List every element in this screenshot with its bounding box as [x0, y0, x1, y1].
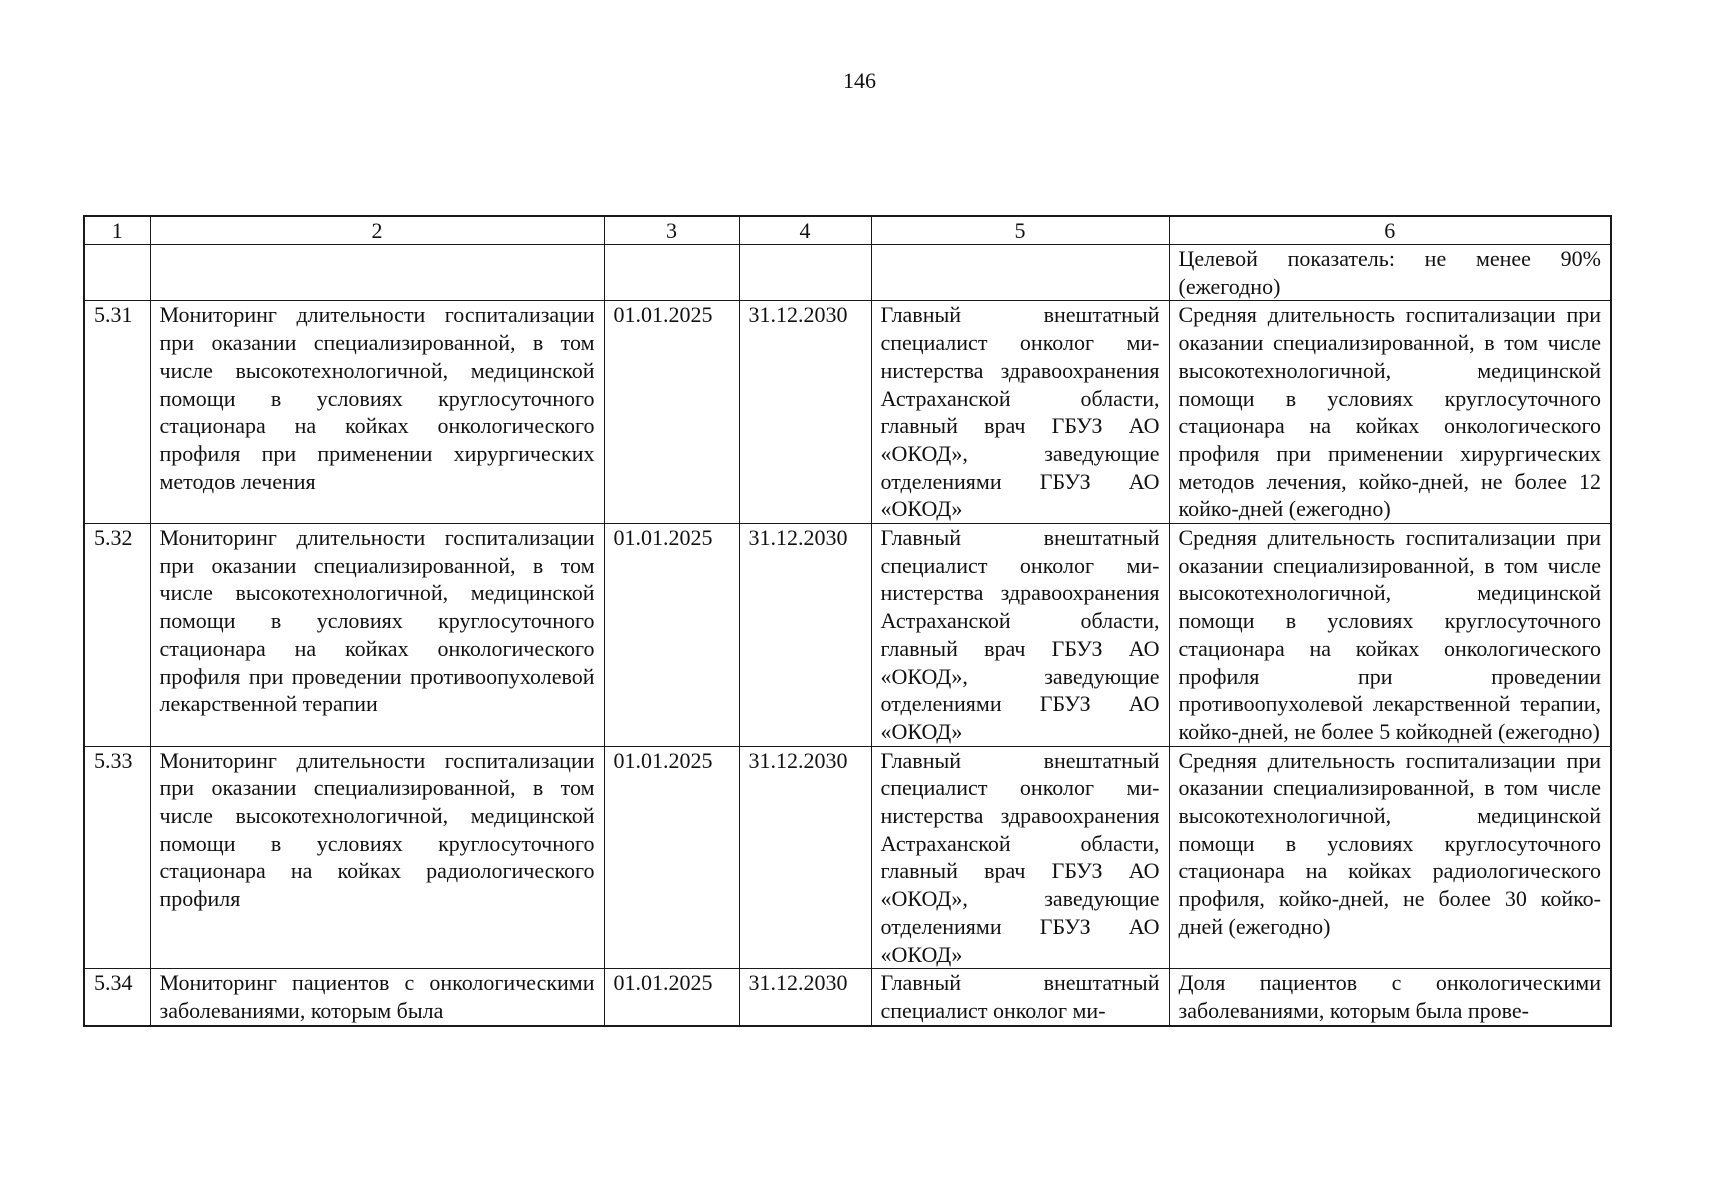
cell-end-date: 31.12.2030 — [739, 301, 871, 524]
cell-start-date: 01.01.2025 — [604, 524, 739, 747]
cell-activity: Мониторинг пациентов с онкологическими заболеваниями, которым была — [150, 969, 604, 1026]
cell-end-date: 31.12.2030 — [739, 524, 871, 747]
table-row — [84, 524, 1611, 747]
column-header: 1 — [84, 216, 150, 245]
cell-number: 5.32 — [84, 524, 150, 747]
cell-responsible: Главный внештатный специалист онколог министерства здравоохранения Астраханской области, главный врач ГБУЗ АО «ОКОД», заведующие отделениями ГБУЗ АО «ОКОД» — [871, 524, 1169, 747]
cell-activity: Мониторинг длительности госпитализации при оказании специализированной, в том числе высокотехнологичной, медицинской помощи в условиях круглосуточного стационара на койках онкологического профиля при применении хирургических методов лечения — [150, 301, 604, 524]
cell-start-date — [604, 245, 739, 301]
cell-indicator: Средняя длительность госпитализации при оказании специализированной, в том числе высокотехнологичной, медицинской помощи в условиях круглосуточного стационара на койках онкологического профиля при проведении противоопухолевой лекарственной терапии, койко-дней, не более 5 койкодней (ежегодно) — [1169, 524, 1611, 747]
cell-indicator: Целевой показатель: не менее 90% (ежегодно) — [1169, 245, 1611, 301]
cell-start-date: 01.01.2025 — [604, 969, 739, 1026]
cell-activity: Мониторинг длительности госпитализации при оказании специализированной, в том числе высокотехнологичной, медицинской помощи в условиях круглосуточного стационара на койках онкологического профиля при проведении противоопухолевой лекарственной терапии — [150, 524, 604, 747]
cell-responsible: Главный внештатный специалист онколог министерства здравоохранения Астраханской области, главный врач ГБУЗ АО «ОКОД», заведующие отделениями ГБУЗ АО «ОКОД» — [871, 301, 1169, 524]
cell-start-date: 01.01.2025 — [604, 301, 739, 524]
column-header: 2 — [150, 216, 604, 245]
column-header: 5 — [871, 216, 1169, 245]
cell-end-date — [739, 245, 871, 301]
cell-responsible — [871, 245, 1169, 301]
table-row — [84, 969, 1611, 1026]
cell-indicator: Доля пациентов с онкологическими заболеваниями, которым была прове- — [1169, 969, 1611, 1026]
column-header: 3 — [604, 216, 739, 245]
cell-activity — [150, 245, 604, 301]
cell-indicator: Средняя длительность госпитализации при оказании специализированной, в том числе высокотехнологичной, медицинской помощи в условиях круглосуточного стационара на койках онкологического профиля при применении хирургических методов лечения, койко-дней, не более 12 койко-дней (ежегодно) — [1169, 301, 1611, 524]
page-number: 146 — [843, 68, 876, 93]
measures-table — [83, 215, 1612, 1027]
cell-start-date: 01.01.2025 — [604, 746, 739, 969]
cell-number: 5.33 — [84, 746, 150, 969]
cell-responsible: Главный внештатный специалист онколог министерства здравоохранения Астраханской области, главный врач ГБУЗ АО «ОКОД», заведующие отделениями ГБУЗ АО «ОКОД» — [871, 746, 1169, 969]
cell-responsible: Главный внештатный специалист онколог ми- — [871, 969, 1169, 1026]
table-row — [84, 746, 1611, 969]
cell-number: 5.31 — [84, 301, 150, 524]
cell-end-date: 31.12.2030 — [739, 746, 871, 969]
column-header: 6 — [1169, 216, 1611, 245]
table-row — [84, 301, 1611, 524]
cell-number — [84, 245, 150, 301]
cell-activity: Мониторинг длительности госпитализации при оказании специализированной, в том числе высокотехнологичной, медицинской помощи в условиях круглосуточного стационара на койках радиологического профиля — [150, 746, 604, 969]
cell-end-date: 31.12.2030 — [739, 969, 871, 1026]
column-header: 4 — [739, 216, 871, 245]
cell-indicator: Средняя длительность госпитализации при оказании специализированной, в том числе высокотехнологичной, медицинской помощи в условиях круглосуточного стационара на койках радиологического профиля, койко-дней, не более 30 койко-дней (ежегодно) — [1169, 746, 1611, 969]
table-header-row — [84, 216, 1611, 245]
table-row-continuation — [84, 245, 1611, 301]
cell-number: 5.34 — [84, 969, 150, 1026]
